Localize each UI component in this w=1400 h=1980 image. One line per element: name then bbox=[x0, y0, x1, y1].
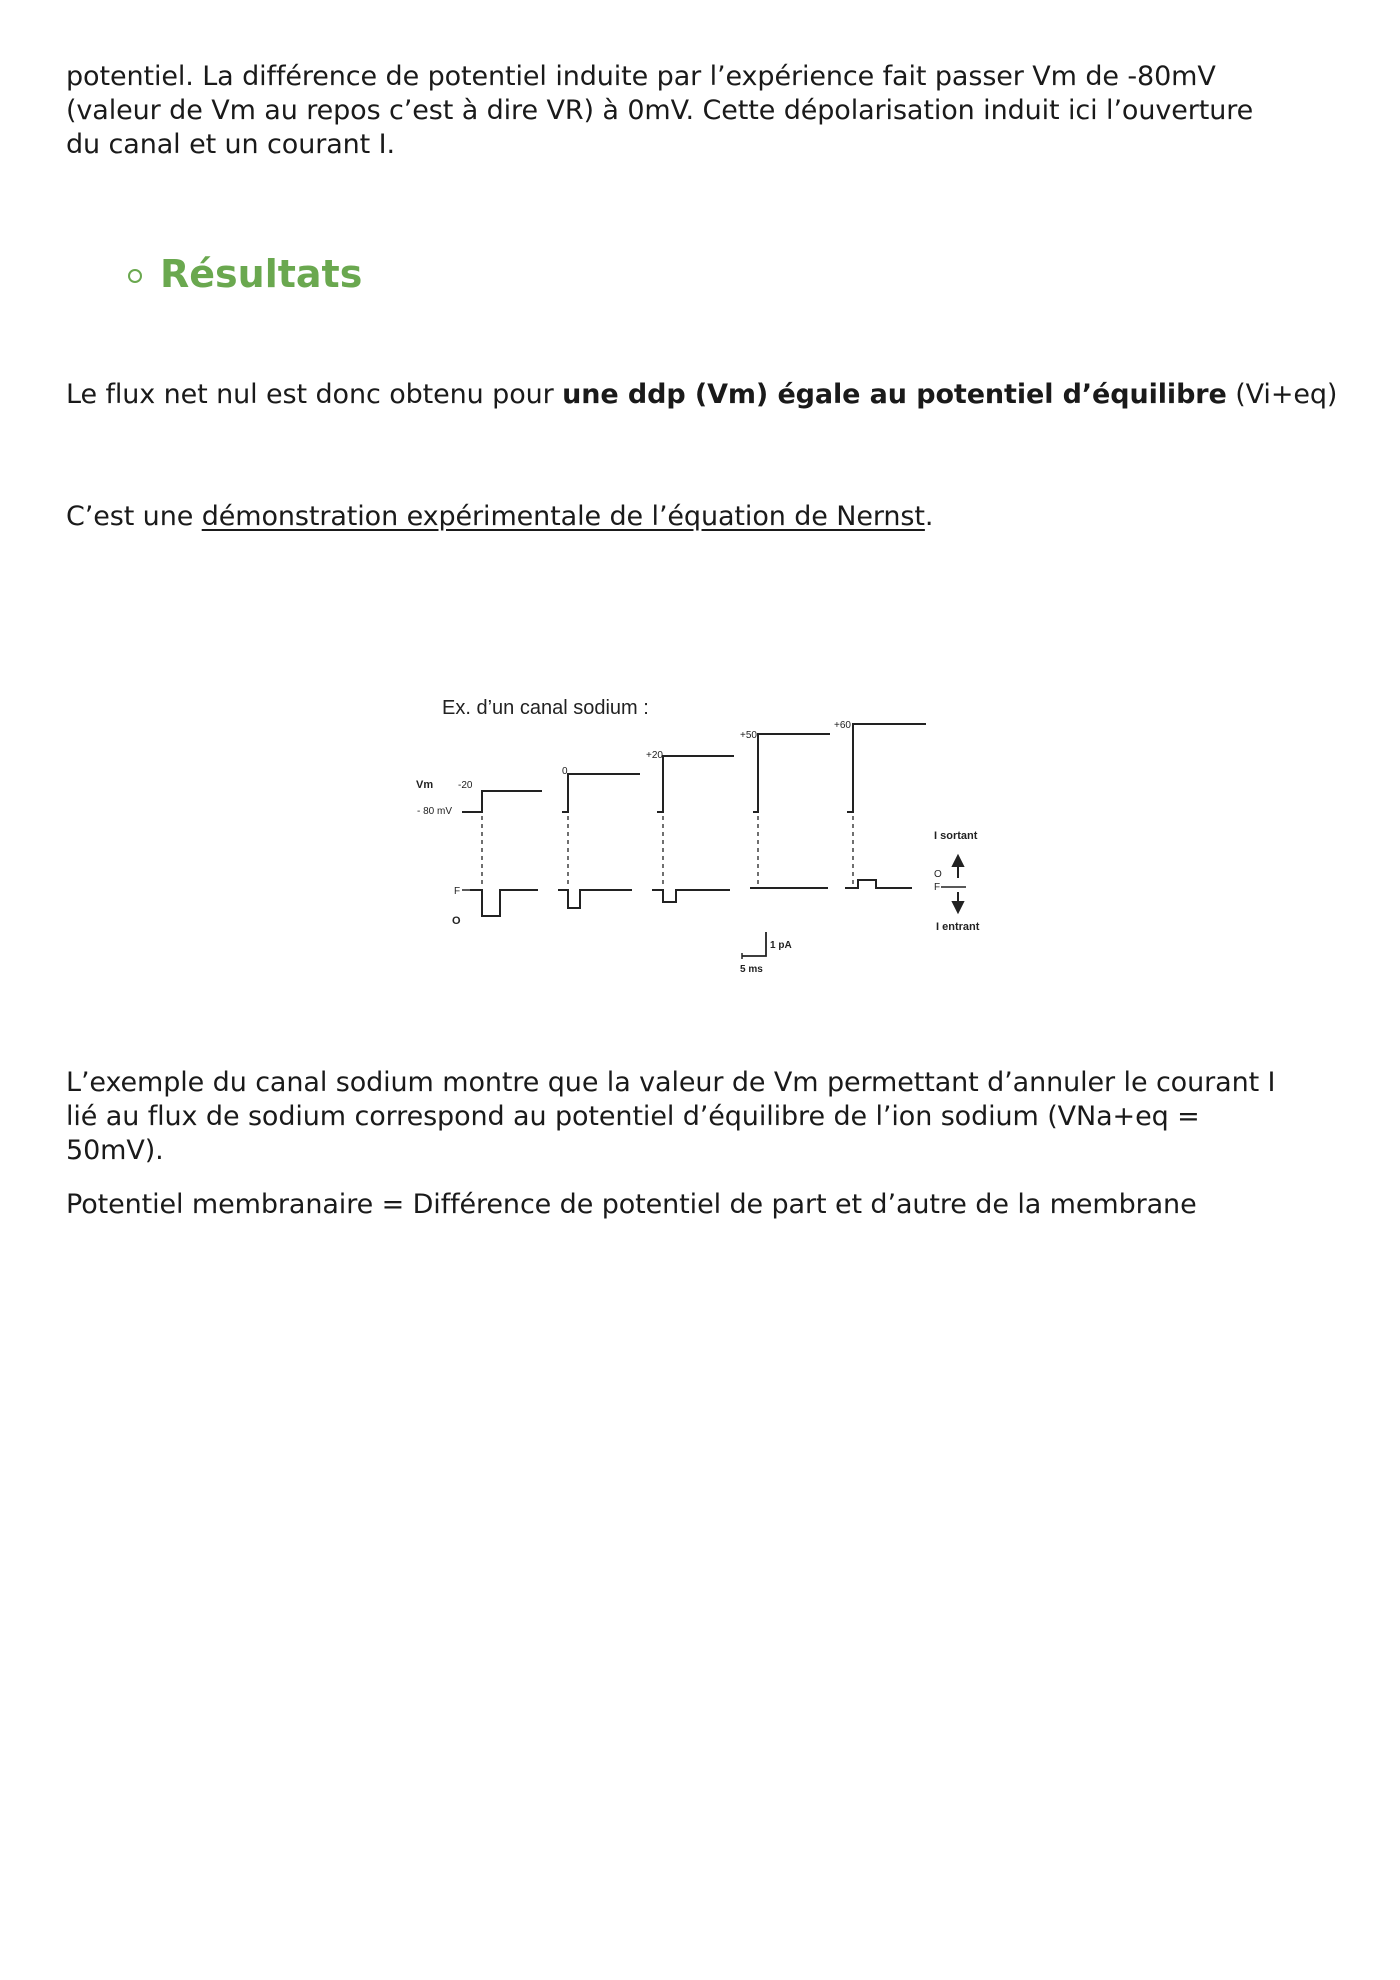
legend-open-label: O bbox=[934, 869, 942, 880]
nernst-paragraph bbox=[66, 500, 1356, 534]
voltage-step-1 bbox=[562, 774, 640, 812]
sodium-line-1: L’exemple du canal sodium montre que la valeur de Vm permettant d’annuler le courant I bbox=[66, 1067, 1276, 1098]
intro-paragraph bbox=[66, 60, 1356, 162]
current-outward-label: I sortant bbox=[934, 830, 978, 842]
figure-title: Ex. d’un canal sodium : bbox=[442, 697, 649, 719]
result-bold: une ddp (Vm) égale au potentiel d’équilibre bbox=[562, 379, 1227, 410]
scale-bar bbox=[742, 932, 766, 956]
step-label-3: +50 bbox=[740, 730, 757, 741]
definition-text: Potentiel membranaire = Différence de potentiel de part et d’autre de la membrane bbox=[66, 1189, 1197, 1220]
step-label-2: +20 bbox=[646, 750, 663, 761]
scale-current-label: 1 pA bbox=[770, 940, 792, 951]
current-trace-2 bbox=[652, 890, 730, 902]
state-open-label: O bbox=[452, 915, 461, 927]
nernst-underlined: démonstration expérimentale de l’équation de Nernst bbox=[201, 501, 925, 532]
inward-arrow-icon bbox=[953, 892, 963, 912]
voltage-step-0 bbox=[462, 791, 542, 812]
nernst-suffix: . bbox=[924, 501, 934, 532]
step-label-1: 0 bbox=[562, 766, 568, 777]
current-inward-label: I entrant bbox=[936, 921, 980, 933]
sodium-line-2: lié au flux de sodium correspond au potentiel d’équilibre de l’ion sodium (VNa+eq = bbox=[66, 1101, 1200, 1132]
sodium-line-3: 50mV). bbox=[66, 1135, 164, 1166]
nernst-prefix: C’est une bbox=[66, 501, 202, 532]
section-title: Résultats bbox=[160, 252, 363, 296]
definition-paragraph bbox=[66, 1188, 1356, 1222]
legend-closed-label: F bbox=[934, 882, 941, 893]
section-heading bbox=[128, 252, 362, 296]
intro-line-1: potentiel. La différence de potentiel induite par l’expérience fait passer Vm de -80mV bbox=[66, 61, 1216, 92]
sodium-channel-figure bbox=[400, 688, 1000, 988]
voltage-step-4 bbox=[847, 724, 926, 812]
voltage-step-2 bbox=[657, 756, 734, 812]
current-trace-0 bbox=[470, 890, 538, 916]
rest-potential-label: - 80 mV bbox=[417, 806, 453, 817]
intro-line-3: du canal et un courant I. bbox=[66, 129, 396, 160]
intro-line-2: (valeur de Vm au repos c’est à dire VR) à 0mV. Cette dépolarisation induit ici l’ouverture bbox=[66, 95, 1254, 126]
scale-time-label: 5 ms bbox=[740, 964, 763, 975]
state-closed-label: F bbox=[454, 886, 461, 897]
outward-arrow-icon bbox=[953, 856, 963, 878]
result-prefix: Le flux net nul est donc obtenu pour bbox=[66, 379, 563, 410]
sodium-example-paragraph bbox=[66, 1066, 1356, 1168]
voltage-step-3 bbox=[753, 734, 830, 812]
result-suffix: (Vi+eq) bbox=[1226, 379, 1338, 410]
step-label-0: -20 bbox=[458, 780, 473, 791]
patch-clamp-diagram bbox=[400, 688, 1000, 988]
result-paragraph bbox=[66, 378, 1356, 412]
current-trace-1 bbox=[558, 890, 632, 908]
circle-bullet-icon bbox=[128, 269, 142, 283]
vm-label: Vm bbox=[416, 779, 434, 791]
current-trace-4 bbox=[845, 880, 912, 888]
step-label-4: +60 bbox=[834, 720, 851, 731]
